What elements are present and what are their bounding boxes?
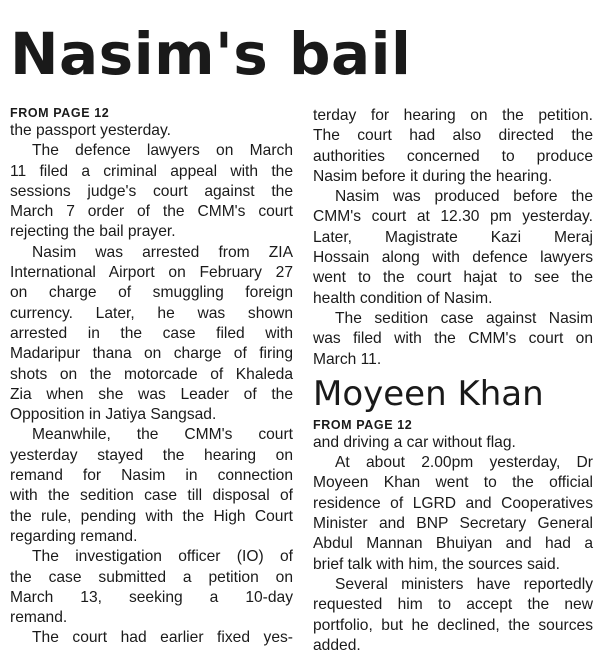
text-line: Abdul Mannan Bhuiyan and had a: [313, 535, 593, 553]
text-line: currency. Later, he was shown: [10, 304, 293, 322]
text-line: Minister and BNP Secretary General: [313, 515, 593, 533]
text-line: arrested in the case filed with: [10, 324, 293, 342]
text-line: the case submitted a petition on: [10, 568, 293, 586]
text-line: Meanwhile, the CMM's court: [32, 426, 293, 444]
text-line: Nasim was produced before the: [335, 188, 593, 206]
text-line: and driving a car without flag.: [313, 433, 516, 451]
text-line: The court had also directed the: [313, 127, 593, 145]
text-line: Several ministers have reportedly: [335, 575, 593, 593]
sub-headline: Moyeen Khan: [313, 373, 544, 414]
text-line: Opposition in Jatiya Sangsad.: [10, 406, 217, 424]
article-body-continued: [313, 106, 593, 370]
right-column: [313, 106, 593, 656]
second-article-body: [313, 433, 593, 656]
text-line: March 13, seeking a 10-day: [10, 588, 293, 606]
text-line: went to the court hajat to see the: [313, 269, 593, 287]
article-body: [10, 121, 293, 649]
text-line: Moyeen Khan went to the official: [313, 474, 593, 492]
text-line: the rule, pending with the High Court: [10, 507, 293, 525]
text-line: remand.: [10, 609, 68, 627]
text-line: The investigation officer (IO) of: [32, 548, 293, 566]
text-line: The sedition case against Nasim: [335, 309, 593, 327]
text-line: health condition of Nasim.: [313, 289, 493, 307]
text-line: Madaripur thana on charge of firing: [10, 345, 293, 363]
text-line: Nasim before it during the hearing.: [313, 167, 553, 185]
text-line: International Airport on February 27: [10, 264, 293, 282]
text-line: March 7 order of the CMM's court: [10, 203, 293, 221]
text-line: The court had earlier fixed yes-: [32, 629, 293, 647]
text-line: Later, Magistrate Kazi Meraj: [313, 228, 593, 246]
text-line: CMM's court at 12.30 pm yesterday.: [313, 208, 593, 226]
text-line: The defence lawyers on March: [32, 142, 293, 160]
text-line: shots on the motorcade of Khaleda: [10, 365, 293, 383]
text-line: Zia when she was Leader of the: [10, 385, 293, 403]
text-line: regarding remand.: [10, 527, 138, 545]
text-line: requested him to accept the new: [313, 596, 593, 614]
text-line: 11 filed a criminal appeal with the: [10, 162, 293, 180]
text-line: sessions judge's court against the: [10, 182, 293, 200]
text-line: on charge of smuggling foreign: [10, 284, 293, 302]
text-line: added.: [313, 636, 361, 654]
text-line: yesterday stayed the hearing on: [10, 446, 293, 464]
jump-line: FROM PAGE 12: [10, 106, 110, 120]
text-line: with the sedition case till disposal of: [10, 487, 293, 505]
text-line: residence of LGRD and Cooperatives: [313, 494, 593, 512]
text-line: Nasim was arrested from ZIA: [32, 243, 293, 261]
jump-line: FROM PAGE 12: [313, 417, 413, 432]
text-line: remand for Nasim in connection: [10, 467, 293, 485]
text-line: was filed with the CMM's court on: [313, 330, 593, 348]
text-line: terday for hearing on the petition.: [313, 107, 593, 124]
text-line: the passport yesterday.: [10, 122, 171, 139]
text-line: At about 2.00pm yesterday, Dr: [335, 454, 593, 472]
text-line: Hossain along with defence lawyers: [313, 249, 593, 267]
text-line: authorities concerned to produce: [313, 147, 593, 165]
text-line: brief talk with him, the sources said.: [313, 555, 561, 573]
text-line: March 11.: [313, 350, 382, 368]
headline: Nasim's bail: [10, 20, 412, 88]
text-line: rejecting the bail prayer.: [10, 223, 176, 241]
left-column: [10, 106, 293, 649]
text-line: portfolio, but he declined, the sources: [313, 616, 593, 634]
